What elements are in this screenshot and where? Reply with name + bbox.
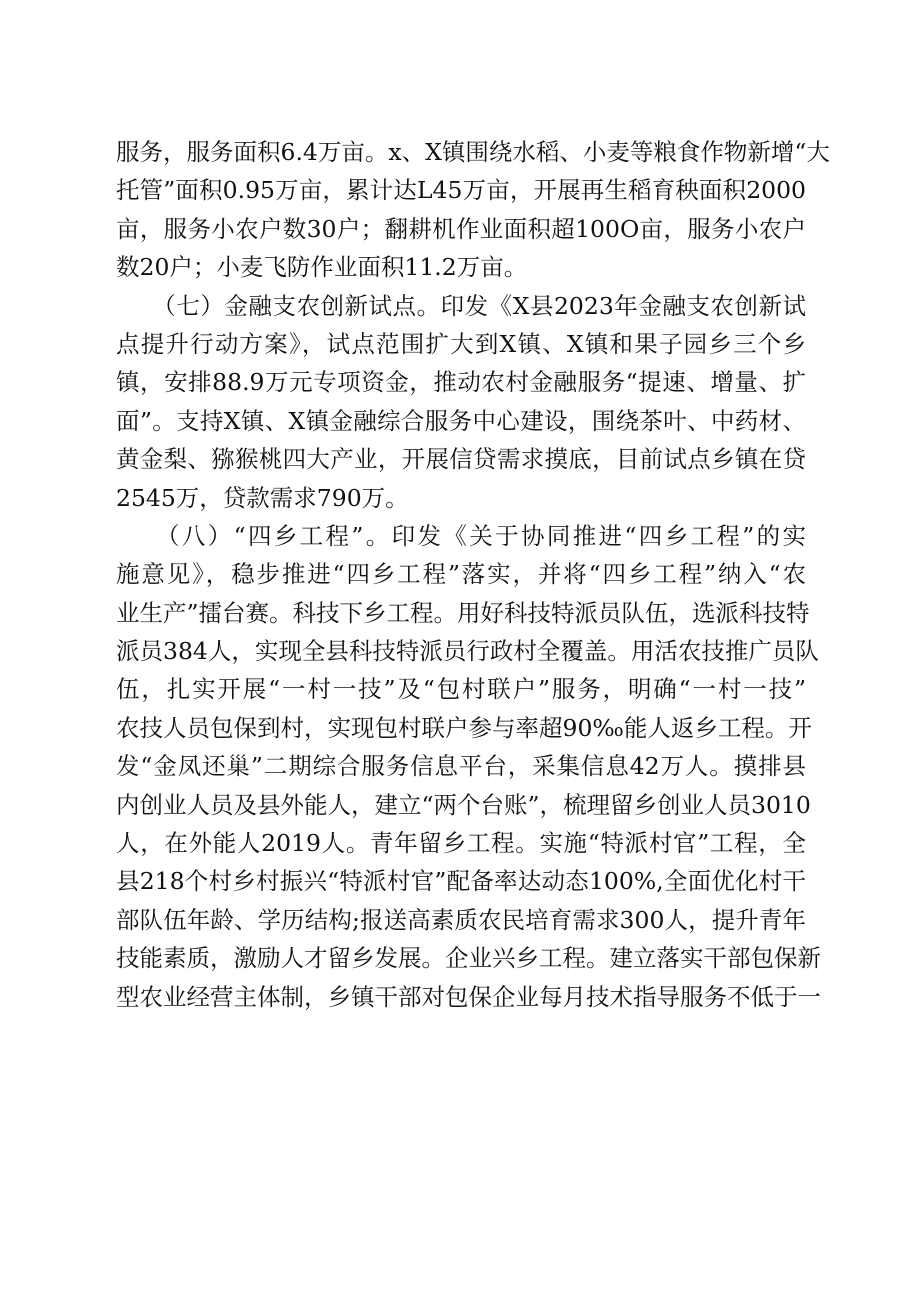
text-line: （七）金融支农创新试点。印发《X县2023年金融支农创新试: [116, 291, 806, 320]
text-line: 伍，扎实开展“一村一技”及“包村联户”服务，明确“一村一技”: [116, 675, 806, 704]
text-line: 业生产”擂台赛。科技下乡工程。用好科技特派员队伍，选派科技特: [116, 598, 810, 627]
text-line: 发“金凤还巢”二期综合服务信息平台，采集信息42万人。摸排县: [116, 752, 806, 781]
text-line: 技能素质，激励人才留乡发展。企业兴乡工程。建立落实干部包保新: [116, 944, 821, 973]
text-line: 型农业经营主体制，乡镇干部对包保企业每月技术指导服务不低于一: [116, 982, 821, 1011]
text-line: 内创业人员及县外能人，建立“两个台账”，梳理留乡创业人员3010: [116, 790, 811, 819]
text-line: 县218个村乡村振兴“特派村官”配备率达动态100%,全面优化村干: [116, 867, 806, 896]
text-line: （八）“四乡工程”。印发《关于协同推进“四乡工程”的实: [116, 521, 806, 550]
text-line: 镇，安排88.9万元专项资金，推动农村金融服务“提速、增量、扩: [116, 368, 806, 397]
text-line: 农技人员包保到村，实现包村联户参与率超90‰能人返乡工程。开: [116, 713, 812, 742]
text-line: 黄金梨、猕猴桃四大产业，开展信贷需求摸底，目前试点乡镇在贷: [116, 445, 806, 474]
text-line: 施意见》，稳步推进“四乡工程”落实，并将“四乡工程”纳入“农: [116, 560, 806, 589]
text-line: 托管”面积0.95万亩，累计达L45万亩，开展再生稻育秧面积2000: [116, 176, 806, 205]
text-line: 亩，服务小农户数30户；翻耕机作业面积超100O亩，服务小农户: [116, 214, 806, 243]
text-line: 2545万，贷款需求790万。: [116, 483, 409, 512]
text-line: 派员384人，实现全县科技特派员行政村全覆盖。用活农技推广员队: [116, 637, 819, 666]
text-line: 数20户；小麦飞防作业面积11.2万亩。: [116, 253, 528, 282]
text-line: 面”。支持X镇、X镇金融综合服务中心建设，围绕茶叶、中药材、: [116, 406, 806, 435]
text-line: 服务，服务面积6.4万亩。x、X镇围绕水稻、小麦等粮食作物新增“大: [116, 138, 830, 166]
text-line: 人，在外能人2019人。青年留乡工程。实施“特派村官”工程，全: [116, 829, 806, 858]
document-body: [116, 133, 830, 1016]
text-line: 部队伍年龄、学历结构;报送高素质农民培育需求300人，提升青年: [116, 905, 806, 934]
text-line: 点提升行动方案》，试点范围扩大到X镇、X镇和果子园乡三个乡: [116, 329, 806, 358]
